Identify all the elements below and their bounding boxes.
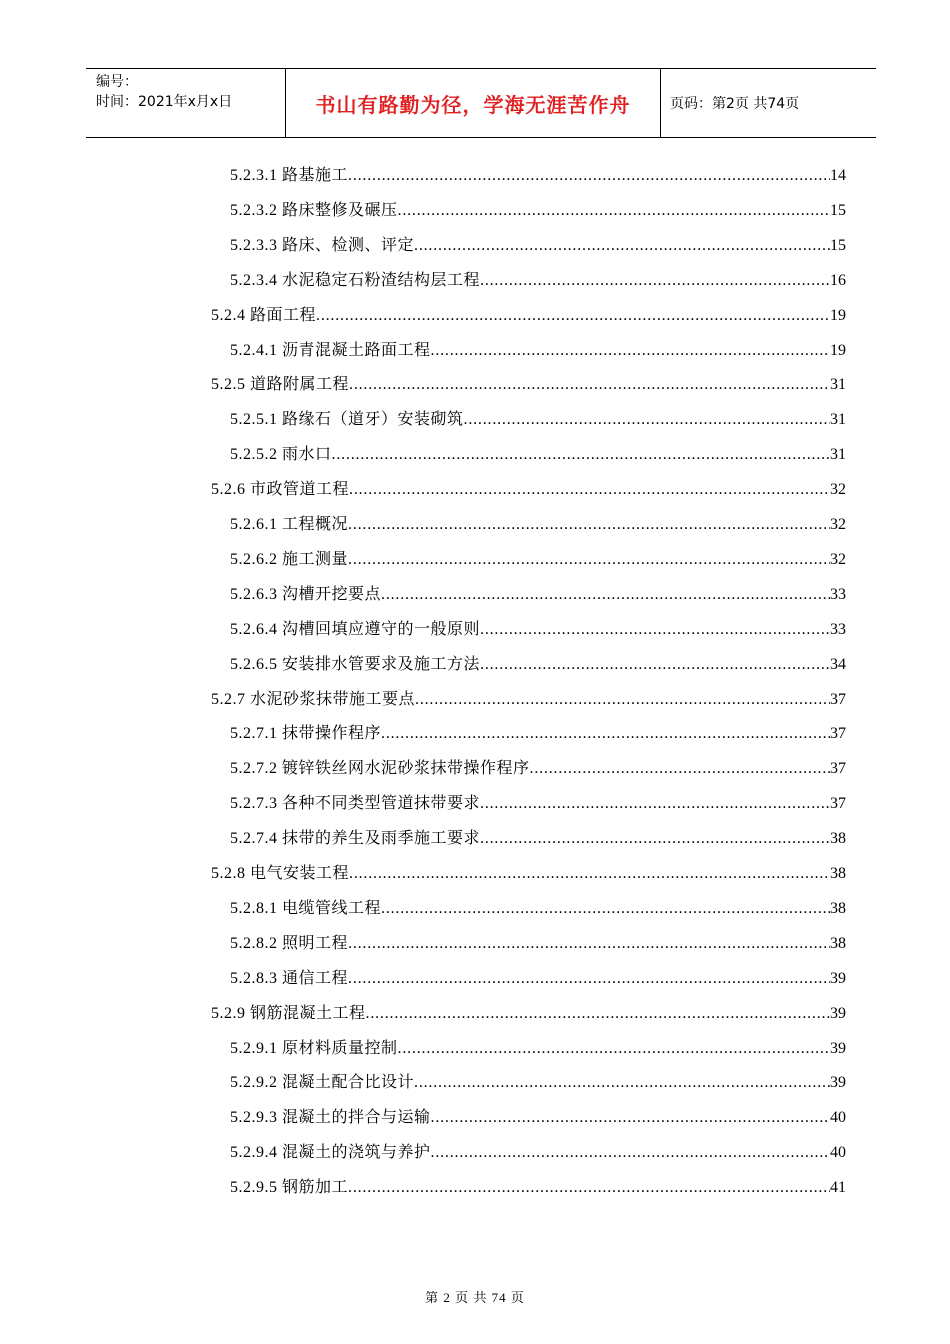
toc-dot-leader: [349, 481, 830, 499]
toc-dot-leader: [415, 691, 830, 709]
toc-entry[interactable]: [230, 441, 846, 465]
toc-entry-page-number: 38: [830, 865, 846, 882]
toc-entry-title: 5.2.6.4 沟槽回填应遵守的一般原则: [230, 620, 481, 638]
toc-entry[interactable]: [230, 1069, 846, 1093]
toc-entry-page-number: 37: [830, 690, 846, 708]
toc-entry-title: 5.2.8.2 照明工程: [230, 934, 349, 952]
toc-entry-title: 5.2.7.3 各种不同类型管道抹带要求: [230, 795, 481, 813]
toc-entry[interactable]: [230, 1139, 846, 1163]
toc-entry-page-number: 32: [830, 550, 846, 568]
toc-entry[interactable]: [230, 790, 846, 814]
toc-dot-leader: [398, 202, 830, 220]
toc-entry-page-number: 37: [830, 725, 846, 743]
toc-entry-title: 5.2.3.4 水泥稳定石粉渣结构层工程: [230, 271, 481, 289]
toc-dot-leader: [431, 342, 830, 360]
toc-dot-leader: [381, 586, 830, 604]
header-meta: [86, 69, 286, 137]
toc-entry[interactable]: [230, 232, 846, 256]
toc-entry-title: 5.2.7.1 抹带操作程序: [230, 725, 382, 743]
toc-entry-page-number: 33: [830, 585, 846, 603]
toc-dot-leader: [530, 760, 830, 778]
toc-dot-leader: [431, 1109, 830, 1127]
toc-entry-title: 5.2.6.5 安装排水管要求及施工方法: [230, 655, 481, 673]
toc-entry[interactable]: [211, 476, 846, 500]
toc-dot-leader: [316, 307, 830, 325]
toc-entry-page-number: 19: [830, 341, 846, 359]
toc-entry[interactable]: [230, 511, 846, 535]
toc-dot-leader: [349, 376, 830, 394]
header-slogan: 书山有路勤为径，学海无涯苦作舟: [286, 69, 661, 137]
toc-entry-page-number: 15: [830, 236, 846, 254]
toc-entry-title: 5.2.9.3 混凝土的拌合与运输: [230, 1109, 431, 1127]
toc-entry-page-number: 32: [830, 516, 846, 533]
toc-entry[interactable]: [230, 616, 846, 640]
toc-dot-leader: [414, 237, 830, 255]
toc-entry[interactable]: [230, 1035, 846, 1059]
toc-dot-leader: [414, 1074, 830, 1092]
toc-entry-page-number: 38: [830, 830, 846, 848]
toc-dot-leader: [480, 830, 830, 848]
toc-entry-page-number: 37: [830, 760, 846, 778]
toc-entry-title: 5.2.8.1 电缆管线工程: [230, 899, 382, 917]
toc-entry[interactable]: [230, 197, 846, 221]
toc-entry[interactable]: [211, 686, 846, 710]
toc-entry-title: 5.2.8.3 通信工程: [230, 969, 349, 987]
toc-entry[interactable]: [230, 406, 846, 430]
toc-entry-title: 5.2.8 电气安装工程: [211, 865, 350, 882]
toc-dot-leader: [366, 1005, 830, 1023]
header-page-info: 页码：第2页 共74页: [670, 96, 800, 112]
toc-dot-leader: [480, 272, 830, 290]
toc-dot-leader: [332, 446, 830, 464]
document-time-label: 时间：2021年x月x日: [96, 94, 233, 110]
toc-entry-page-number: 38: [830, 934, 846, 952]
toc-entry-title: 5.2.9.5 钢筋加工: [230, 1179, 349, 1197]
toc-dot-leader: [348, 1179, 830, 1197]
toc-entry[interactable]: [230, 581, 846, 605]
toc-dot-leader: [348, 970, 830, 988]
toc-entry[interactable]: [230, 267, 846, 291]
toc-entry-page-number: 31: [830, 376, 846, 394]
toc-entry-page-number: 39: [830, 1074, 846, 1092]
toc-entry-page-number: 14: [830, 167, 846, 184]
toc-entry-title: 5.2.3.1 路基施工: [230, 167, 349, 184]
toc-entry[interactable]: [230, 337, 846, 361]
toc-entry-page-number: 37: [830, 795, 846, 813]
toc-entry-title: 5.2.5.1 路缘石（道牙）安装砌筑: [230, 411, 464, 429]
toc-entry[interactable]: [230, 825, 846, 849]
toc-entry-title: 5.2.5 道路附属工程: [211, 376, 350, 394]
toc-entry[interactable]: [230, 930, 846, 954]
toc-dot-leader: [480, 656, 830, 674]
toc-entry[interactable]: [230, 546, 846, 570]
toc-entry-title: 5.2.7 水泥砂浆抹带施工要点: [211, 690, 416, 708]
toc-entry-title: 5.2.3.3 路床、检测、评定: [230, 236, 415, 254]
toc-dot-leader: [464, 411, 830, 429]
toc-entry-page-number: 31: [830, 446, 846, 464]
toc-dot-leader: [398, 1040, 830, 1058]
toc-entry[interactable]: [230, 1174, 846, 1198]
toc-entry-title: 5.2.4 路面工程: [211, 306, 317, 324]
toc-entry[interactable]: [211, 371, 846, 395]
toc-dot-leader: [480, 621, 830, 639]
toc-entry-title: 5.2.5.2 雨水口: [230, 446, 332, 464]
toc-entry-page-number: 40: [830, 1144, 846, 1162]
toc-entry[interactable]: [230, 162, 846, 186]
page-footer: 第 2 页 共 74 页: [425, 1290, 525, 1305]
toc-entry-title: 5.2.6.2 施工测量: [230, 550, 349, 568]
toc-entry[interactable]: [230, 720, 846, 744]
toc-entry-title: 5.2.9 钢筋混凝土工程: [211, 1004, 366, 1022]
toc-dot-leader: [381, 900, 830, 918]
toc-dot-leader: [480, 795, 830, 813]
toc-entry-page-number: 15: [830, 201, 846, 219]
toc-entry[interactable]: [230, 895, 846, 919]
toc-entry[interactable]: [211, 1000, 846, 1024]
toc-entry-page-number: 16: [830, 271, 846, 289]
toc-entry-page-number: 33: [830, 620, 846, 638]
toc-entry-title: 5.2.7.2 镀锌铁丝网水泥砂浆抹带操作程序: [230, 760, 530, 778]
toc-dot-leader: [381, 725, 830, 743]
toc-entry-page-number: 39: [830, 1004, 846, 1022]
toc-entry-title: 5.2.6.3 沟槽开挖要点: [230, 585, 382, 603]
toc-dot-leader: [348, 516, 830, 534]
toc-dot-leader: [348, 935, 830, 953]
page-header: [86, 68, 876, 138]
toc-entry[interactable]: [211, 302, 846, 326]
toc-entry[interactable]: [230, 965, 846, 989]
toc-entry-page-number: 31: [830, 411, 846, 429]
toc-entry[interactable]: [230, 755, 846, 779]
toc-entry-page-number: 40: [830, 1109, 846, 1127]
toc-entry[interactable]: [230, 1104, 846, 1128]
toc-entry-page-number: 34: [830, 655, 846, 673]
toc-entry-title: 5.2.6.1 工程概况: [230, 516, 349, 533]
document-number-label: 编号：: [96, 74, 138, 90]
toc-entry-page-number: 32: [830, 481, 846, 499]
toc-dot-leader: [349, 865, 830, 883]
toc-entry-title: 5.2.3.2 路床整修及碾压: [230, 201, 398, 219]
toc-entry-title: 5.2.4.1 沥青混凝土路面工程: [230, 341, 431, 359]
toc-dot-leader: [348, 167, 830, 185]
toc-entry-title: 5.2.9.2 混凝土配合比设计: [230, 1074, 415, 1092]
toc-entry[interactable]: [211, 860, 846, 884]
toc-entry-page-number: 41: [830, 1179, 846, 1197]
toc-entry-title: 5.2.6 市政管道工程: [211, 481, 350, 499]
toc-entry[interactable]: [230, 651, 846, 675]
toc-dot-leader: [348, 551, 830, 569]
toc-dot-leader: [431, 1144, 830, 1162]
toc-entry-title: 5.2.7.4 抹带的养生及雨季施工要求: [230, 830, 481, 848]
toc-entry-page-number: 19: [830, 306, 846, 324]
toc-entry-page-number: 38: [830, 899, 846, 917]
toc-entry-page-number: 39: [830, 969, 846, 987]
toc-entry-title: 5.2.9.4 混凝土的浇筑与养护: [230, 1144, 431, 1162]
toc-entry-page-number: 39: [830, 1039, 846, 1057]
toc-entry-title: 5.2.9.1 原材料质量控制: [230, 1039, 398, 1057]
